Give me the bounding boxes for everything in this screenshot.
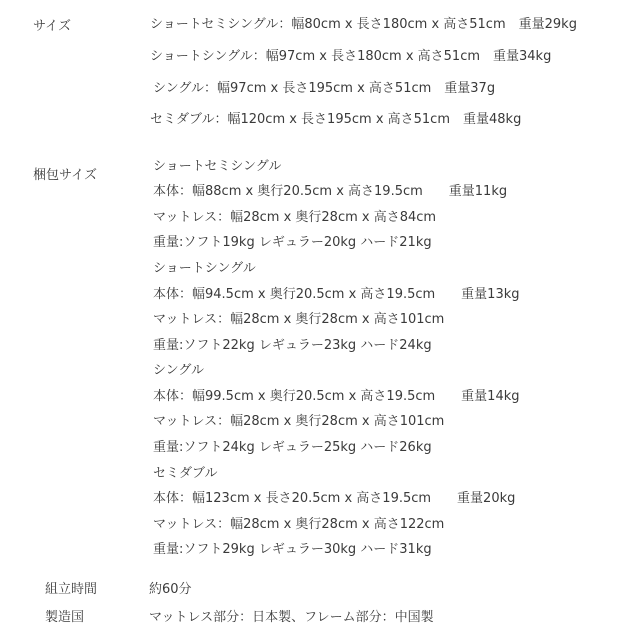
package-line: ショートセミシングル (153, 159, 282, 174)
package-line: ショートシングル (153, 261, 256, 276)
package-line: 本体：幅99.5cm x 奥行20.5cm x 高さ19.5cm 重量14kg (153, 389, 520, 404)
assembly-time-value: 約60分 (149, 582, 192, 597)
size-line: シングル：幅97cm x 長さ195cm x 高さ51cm 重量37g (153, 81, 496, 96)
package-line: 重量:ソフト22kg レギュラー23kg ハード24kg (153, 338, 432, 353)
package-line: マットレス：幅28cm x 奥行28cm x 高さ101cm (153, 414, 445, 429)
package-line: 重量:ソフト19kg レギュラー20kg ハード21kg (153, 235, 432, 250)
country-of-origin-value: マットレス部分：日本製、フレーム部分：中国製 (149, 610, 434, 625)
size-line: セミダブル：幅120cm x 長さ195cm x 高さ51cm 重量48kg (150, 112, 522, 127)
package-line: マットレス：幅28cm x 奥行28cm x 高さ84cm (153, 210, 437, 225)
package-line: 本体：幅123cm x 長さ20.5cm x 高さ19.5cm 重量20kg (153, 491, 516, 506)
package-line: 重量:ソフト29kg レギュラー30kg ハード31kg (153, 542, 432, 557)
package-line: マットレス：幅28cm x 奥行28cm x 高さ101cm (153, 312, 445, 327)
package-line: マットレス：幅28cm x 奥行28cm x 高さ122cm (153, 517, 445, 532)
package-line: 本体：幅88cm x 奥行20.5cm x 高さ19.5cm 重量11kg (153, 184, 508, 199)
country-of-origin-label: 製造国 (45, 610, 85, 625)
package-line: セミダブル (153, 466, 218, 481)
package-line: 本体：幅94.5cm x 奥行20.5cm x 高さ19.5cm 重量13kg (153, 287, 520, 302)
assembly-time-label: 組立時間 (45, 582, 98, 597)
package-line: シングル (153, 363, 205, 378)
package-line: 重量:ソフト24kg レギュラー25kg ハード26kg (153, 440, 432, 455)
size-line: ショートシングル：幅97cm x 長さ180cm x 高さ51cm 重量34kg (150, 49, 552, 64)
package-size-label: 梱包サイズ (33, 168, 97, 183)
size-line: ショートセミシングル：幅80cm x 長さ180cm x 高さ51cm 重量29kg (150, 17, 577, 32)
size-label: サイズ (33, 19, 71, 34)
